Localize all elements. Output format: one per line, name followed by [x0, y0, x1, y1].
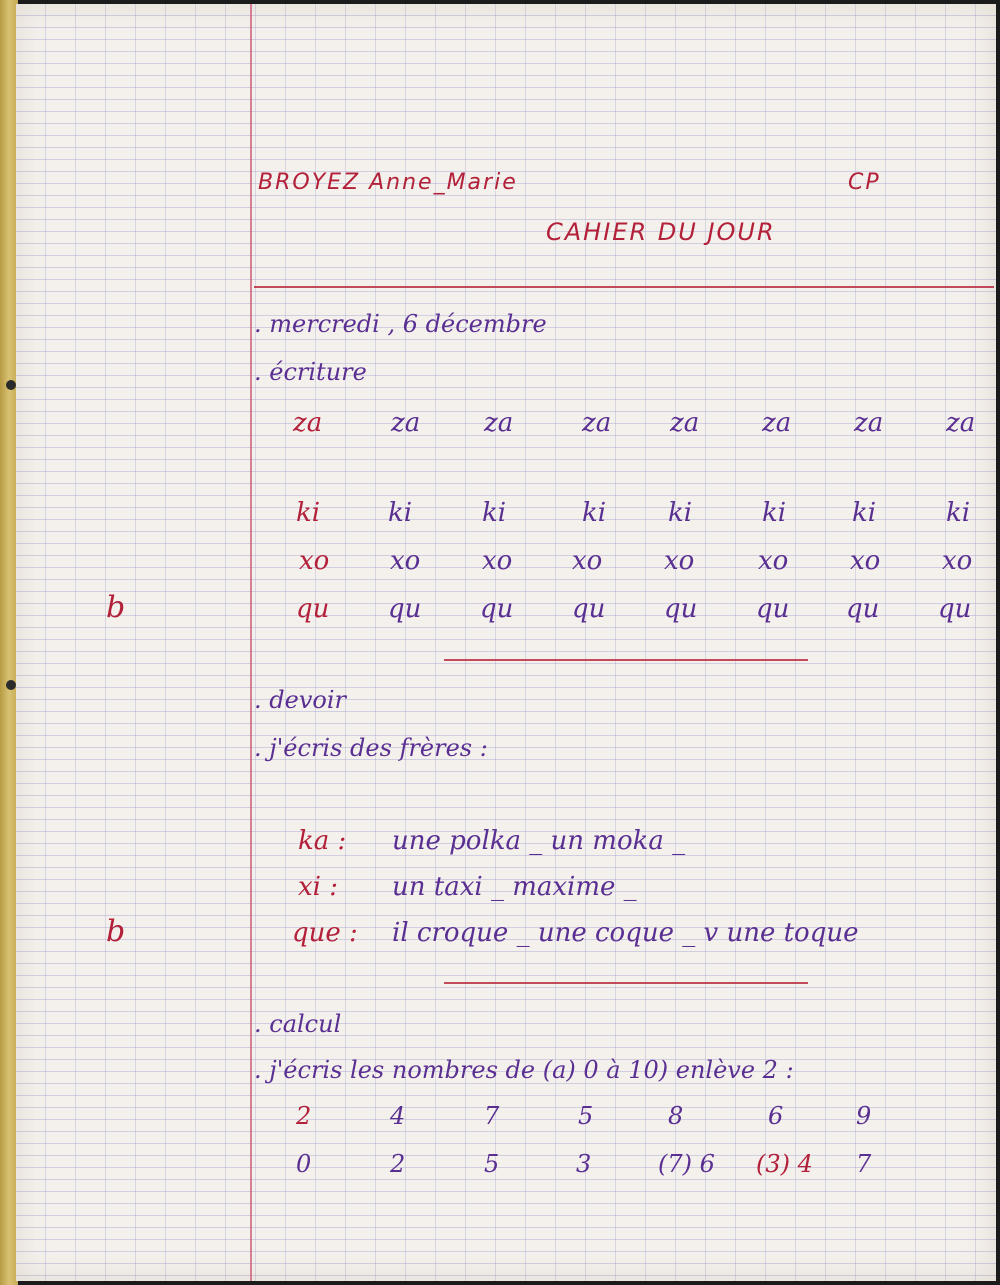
writing-word: ki	[852, 498, 877, 528]
writing-word: za	[762, 408, 792, 438]
number: 3	[576, 1150, 592, 1178]
section-divider	[444, 659, 808, 661]
devoir-text: un taxi _ maxime _	[392, 872, 637, 902]
student-name: BROYEZ Anne_Marie	[258, 170, 518, 195]
date-line: . mercredi , 6 décembre	[254, 310, 547, 338]
calcul-instruction: . j'écris les nombres de (a) 0 à 10) enlève 2 :	[254, 1056, 794, 1084]
writing-word: xo	[758, 546, 789, 576]
writing-word: qu	[938, 594, 972, 624]
section-divider	[444, 982, 808, 984]
number: 5	[578, 1102, 594, 1130]
writing-word: xo	[482, 546, 513, 576]
section-heading-calcul: . calcul	[254, 1010, 342, 1038]
writing-word: ki	[946, 498, 971, 528]
number: 6	[768, 1102, 784, 1130]
writing-word: za	[582, 408, 612, 438]
writing-word: ki	[668, 498, 693, 528]
number: (3) 4	[756, 1150, 813, 1178]
number: 0	[296, 1150, 312, 1178]
devoir-text: il croque _ une coque _ v une toque	[392, 918, 859, 948]
header-divider	[254, 286, 994, 288]
devoir-instruction: . j'écris des frères :	[254, 734, 488, 762]
writing-word: xo	[942, 546, 973, 576]
writing-word: qu	[572, 594, 606, 624]
writing-word: xo	[299, 546, 330, 576]
number: 7	[856, 1150, 872, 1178]
writing-word: xo	[390, 546, 421, 576]
devoir-text: une polka _ un moka _	[392, 826, 686, 856]
writing-word: za	[946, 408, 976, 438]
writing-word: za	[484, 408, 514, 438]
writing-word: za	[670, 408, 700, 438]
margin-mark: b	[106, 590, 126, 625]
writing-word: ki	[762, 498, 787, 528]
number: 9	[856, 1102, 872, 1130]
writing-word: qu	[296, 594, 330, 624]
devoir-label: xi :	[298, 872, 339, 902]
devoir-label: que :	[292, 918, 358, 948]
number: 8	[668, 1102, 684, 1130]
class-label: CP	[848, 170, 881, 195]
writing-word: ki	[482, 498, 507, 528]
writing-word: ki	[388, 498, 413, 528]
writing-word: ki	[296, 498, 321, 528]
section-heading-devoir: . devoir	[254, 686, 346, 714]
margin-line	[250, 4, 252, 1281]
writing-word: xo	[664, 546, 695, 576]
notebook-page	[16, 4, 996, 1281]
writing-word: qu	[480, 594, 514, 624]
number: 7	[484, 1102, 500, 1130]
writing-word: qu	[388, 594, 422, 624]
devoir-label: ka :	[298, 826, 347, 856]
section-heading-ecriture: . écriture	[254, 358, 367, 386]
writing-word: qu	[664, 594, 698, 624]
number: 2	[296, 1102, 312, 1130]
number: 4	[390, 1102, 406, 1130]
writing-word: qu	[756, 594, 790, 624]
writing-word: xo	[850, 546, 881, 576]
writing-word: qu	[846, 594, 880, 624]
binding-hole	[6, 680, 16, 690]
writing-word: xo	[572, 546, 603, 576]
writing-word: za	[854, 408, 884, 438]
binding-hole	[6, 380, 16, 390]
number: 5	[484, 1150, 500, 1178]
writing-word: za	[391, 408, 421, 438]
margin-mark: b	[106, 914, 126, 949]
page-title: CAHIER DU JOUR	[546, 218, 776, 246]
writing-word: ki	[582, 498, 607, 528]
number: 2	[390, 1150, 406, 1178]
number: (7) 6	[658, 1150, 715, 1178]
writing-word: za	[293, 408, 323, 438]
